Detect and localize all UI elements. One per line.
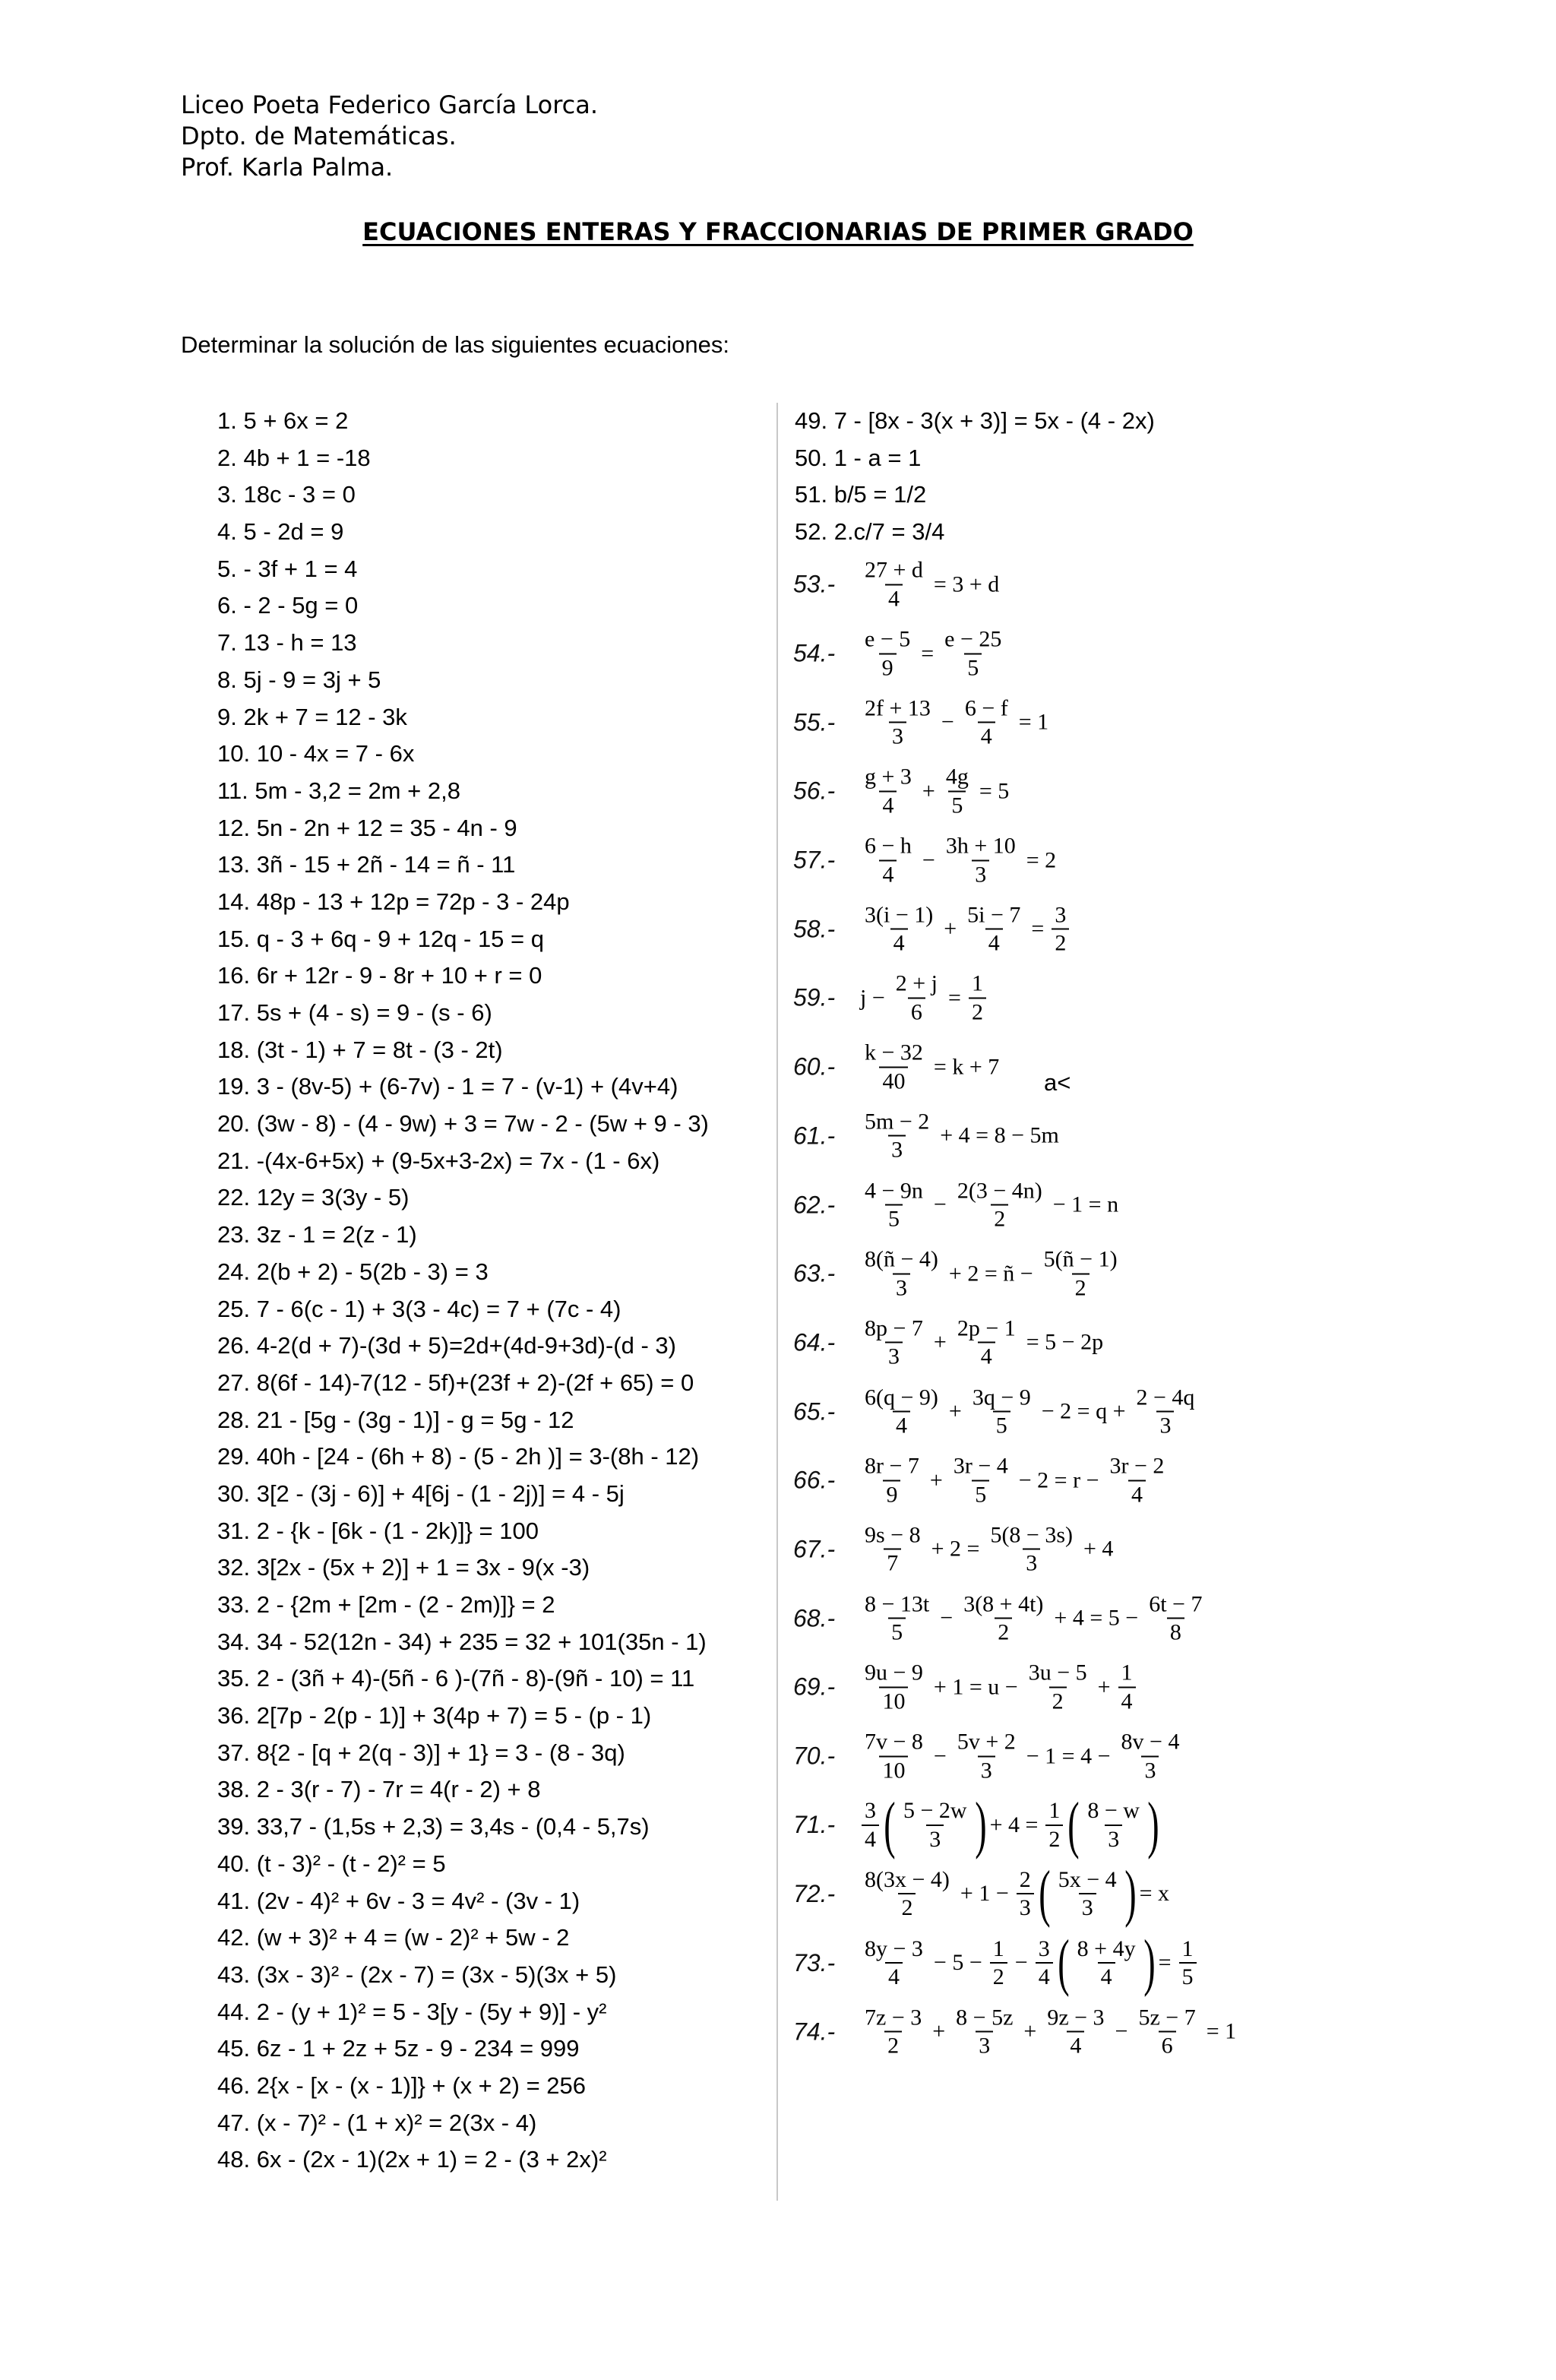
fraction: $\frac{3r - 2}{4}$ [1109,1453,1165,1508]
fraction: $\frac{k - 32}{40}$ [865,1040,923,1094]
equation-item: 32. 3[2x - (5x + 2)] + 1 = 3x - 9(x -3) [217,1554,590,1581]
fraction: $\frac{27 + d}{4}$ [865,557,923,612]
equation-item: 37. 8{2 - [q + 2(q - 3)] + 1} = 3 - (8 - 3q) [217,1739,625,1766]
equation-number: 66.- [793,1466,836,1494]
fraction: $\frac{6 - h}{4}$ [865,833,912,888]
equation-number: 63.- [793,1259,836,1287]
equation-item: 3. 18c - 3 = 0 [217,481,356,508]
fraction: $\frac{8y - 3}{4}$ [865,1935,923,1990]
page-title: ECUACIONES ENTERAS Y FRACCIONARIAS DE PRIMER GRADO [362,217,1194,246]
equation-number: 71.- [793,1811,836,1839]
fraction: $\frac{8p - 7}{3}$ [865,1315,923,1369]
equation-number: 54.- [793,639,836,667]
fraction: $\frac{5(8 - 3s)}{3}$ [990,1522,1074,1576]
equation-item: 54.- $\frac{e - 5}{9}$ = $\frac{e - 25}{5}$ [793,619,1523,688]
fraction: $\frac{1}{2}$ [990,1937,1007,1989]
equation-item: 30. 3[2 - (3j - 6)] + 4[6j - (1 - 2j)] = 4 - 5j [217,1480,625,1507]
equation-item: 42. (w + 3)² + 4 = (w - 2)² + 5w - 2 [217,1924,570,1951]
equation-number: 68.- [793,1604,836,1632]
equation-item: 65.- $\frac{6(q - 9)}{4}$ + $\frac{3q - 9}{5}$ − 2 = q + $\frac{2 - 4q}{3}$ [793,1377,1523,1446]
equation-item: 22. 12y = 3(3y - 5) [217,1184,410,1211]
equation-item: 19. 3 - (8v-5) + (6-7v) - 1 = 7 - (v-1) + (4v+4) [217,1073,678,1100]
equation-item: 53.- $\frac{27 + d}{4}$ = 3 + d [793,557,1000,612]
fraction: $\frac{7z - 3}{2}$ [865,2005,922,2059]
fraction: $\frac{3(i - 1)}{4}$ [865,902,934,956]
fraction: $\frac{5x - 4}{3}$ [1058,1866,1117,1921]
equation-item: 6. - 2 - 5g = 0 [217,592,359,619]
school-name: Liceo Poeta Federico García Lorca. [181,90,599,119]
fraction: $\frac{8 - 13t}{5}$ [865,1591,930,1645]
equation-item: 28. 21 - [5g - (3g - 1)] - g = 5g - 12 [217,1406,574,1433]
fraction: $\frac{9s - 8}{7}$ [865,1522,921,1576]
equation-number: 62.- [793,1191,836,1219]
equation-item: 57.- $\frac{6 - h}{4}$ − $\frac{3h + 10}{3}$ = 2 [793,833,1057,888]
right-paren: ) [1147,1789,1159,1860]
fraction: $\frac{6t - 7}{8}$ [1149,1591,1203,1645]
fraction: $\frac{8 - w}{3}$ [1087,1798,1140,1852]
fraction: $\frac{e - 5}{9}$ [865,626,911,681]
equation-item: 11. 5m - 3,2 = 2m + 2,8 [217,777,460,804]
equation-number: 65.- [793,1397,836,1426]
equation-item: 50. 1 - a = 1 [795,444,922,471]
equation-number: 69.- [793,1673,836,1701]
equation-item: 46. 2{x - [x - (x - 1)]} + (x + 2) = 256 [217,2071,587,2099]
equation-item: 1. 5 + 6x = 2 [217,407,349,434]
equation-item: 69.- $\frac{9u - 9}{10}$ + 1 = u − $\frac{3u - 5}{2}$ + $\frac{1}{4}$ [793,1653,1523,1722]
equation-item: 71.- $\frac{3}{4}$ ( $\frac{5 - 2w}{3}$ ) + 4 = $\frac{1}{2}$ ( $\frac{8 - w}{3}$ ) [793,1789,1159,1860]
fraction: $\frac{g + 3}{4}$ [865,764,912,818]
equation-item: 45. 6z - 1 + 2z + 5z - 9 - 234 = 999 [217,2035,580,2062]
equation-item: 24. 2(b + 2) - 5(2b - 3) = 3 [217,1258,489,1285]
equation-item: 25. 7 - 6(c - 1) + 3(3 - 4c) = 7 + (7c - 4) [217,1295,621,1322]
fraction: $\frac{5v + 2}{3}$ [957,1729,1016,1783]
instructions: Determinar la solución de las siguientes ecuaciones: [181,331,730,358]
equation-item: 29. 40h - [24 - (6h + 8) - (5 - 2h )] = 3-(8h - 12) [217,1443,700,1470]
equation-item: 20. (3w - 8) - (4 - 9w) + 3 = 7w - 2 - (5w + 9 - 3) [217,1110,709,1138]
equation-number: 59.- [793,983,836,1011]
equation-item: 43. (3x - 3)² - (2x - 7) = (3x - 5)(3x + 5) [217,1961,617,1988]
fraction: $\frac{2f + 13}{3}$ [865,695,931,749]
fraction: $\frac{2 - 4q}{3}$ [1136,1385,1195,1438]
fraction: $\frac{8 + 4y}{4}$ [1077,1935,1136,1990]
fraction: $\frac{6(q - 9)}{4}$ [865,1385,938,1438]
fraction: $\frac{2(3 - 4n)}{2}$ [957,1178,1042,1232]
equation-item: 52. 2.c/7 = 3/4 [795,518,945,546]
equation-item: 47. (x - 7)² - (1 + x)² = 2(3x - 4) [217,2109,537,2136]
left-paren: ( [1057,1927,1070,1999]
equation-item: 58.- $\frac{3(i - 1)}{4}$ + $\frac{5i - 7}{4}$ = $\frac{3}{2}$ [793,894,1523,964]
equation-item: 73.- $\frac{8y - 3}{4}$ − 5 − $\frac{1}{2}$ − $\frac{3}{4}$ ( $\frac{8 + 4y}{4}$ ) = $\frac{1}{5}$ [793,1929,1523,1998]
fraction: $\frac{2 + j}{6}$ [895,970,938,1025]
header-block [181,90,598,183]
fraction: $\frac{8r - 7}{9}$ [865,1453,919,1508]
fraction: $\frac{2p - 1}{4}$ [957,1315,1016,1369]
equation-item: 44. 2 - (y + 1)² = 5 - 3[y - (5y + 9)] - y² [217,1998,607,2025]
equation-number: 73.- [793,1948,836,1976]
equation-item: 62.- $\frac{4 - 9n}{5}$ − $\frac{2(3 - 4n)}{2}$ − 1 = n [793,1178,1119,1232]
department: Dpto. de Matemáticas. [181,122,457,150]
fraction: $\frac{3(8 + 4t)}{2}$ [963,1591,1044,1645]
fraction: $\frac{3u - 5}{2}$ [1028,1660,1087,1714]
equation-item: 61.- $\frac{5m - 2}{3}$ + 4 = 8 − 5m [793,1109,1059,1163]
right-equation-list [795,403,1524,551]
equation-item: 18. (3t - 1) + 7 = 8t - (3 - 2t) [217,1036,503,1063]
equation-number: 55.- [793,708,836,736]
fraction: $\frac{3}{4}$ [1036,1937,1053,1989]
equation-item: 27. 8(6f - 14)-7(12 - 5f)+(23f + 2)-(2f + 65) = 0 [217,1369,694,1396]
fraction: $\frac{8(3x - 4)}{2}$ [865,1866,950,1921]
fraction: $\frac{1}{2}$ [1045,1799,1063,1851]
equation-item: 68.- $\frac{8 - 13t}{5}$ − $\frac{3(8 + 4t)}{2}$ + 4 = 5 − $\frac{6t - 7}{8}$ [793,1584,1523,1653]
equation-item: 14. 48p - 13 + 12p = 72p - 3 - 24p [217,888,570,915]
equation-item: 64.- $\frac{8p - 7}{3}$ + $\frac{2p - 1}{4}$ = 5 − 2p [793,1315,1104,1369]
equation-number: 56.- [793,777,836,805]
equation-item: 49. 7 - [8x - 3(x + 3)] = 5x - (4 - 2x) [795,407,1155,434]
equation-item: 66.- $\frac{8r - 7}{9}$ + $\frac{3r - 4}{5}$ − 2 = r − $\frac{3r - 2}{4}$ [793,1446,1523,1515]
equation-item: 9. 2k + 7 = 12 - 3k [217,703,407,730]
equation-item: 2. 4b + 1 = -18 [217,444,371,471]
fraction: $\frac{5m - 2}{3}$ [865,1109,930,1163]
equation-item: 4. 5 - 2d = 9 [217,518,344,546]
equation-item: 12. 5n - 2n + 12 = 35 - 4n - 9 [217,814,517,841]
equation-item: 70.- $\frac{7v - 8}{10}$ − $\frac{5v + 2}{3}$ − 1 = 4 − $\frac{8v - 4}{3}$ [793,1722,1523,1791]
equation-item: 23. 3z - 1 = 2(z - 1) [217,1221,417,1249]
fraction: $\frac{6 - f}{4}$ [964,695,1008,749]
equation-item: 63.- $\frac{8(ñ - 4)}{3}$ + 2 = ñ − $\frac{5(ñ - 1)}{2}$ [793,1239,1523,1309]
equation-number: 70.- [793,1742,836,1770]
equation-number: 67.- [793,1535,836,1563]
equation-number: 74.- [793,2018,836,2046]
equation-item: 13. 3ñ - 15 + 2ñ - 14 = ñ - 11 [217,851,516,878]
equation-item: 72.- $\frac{8(3x - 4)}{2}$ + 1 − $\frac{2}{3}$ ( $\frac{5x - 4}{3}$ ) = x [793,1858,1170,1929]
fraction: $\frac{8v - 4}{3}$ [1121,1729,1180,1783]
fraction: $\frac{2}{3}$ [1017,1868,1034,1920]
equation-item: 15. q - 3 + 6q - 9 + 12q - 15 = q [217,925,544,952]
equation-item: 10. 10 - 4x = 7 - 6x [217,740,415,767]
equation-number: 61.- [793,1122,836,1150]
teacher-name: Prof. Karla Palma. [181,153,394,182]
equation-item: 16. 6r + 12r - 9 - 8r + 10 + r = 0 [217,962,542,989]
fraction: $\frac{1}{5}$ [1179,1937,1197,1989]
equation-item: 39. 33,7 - (1,5s + 2,3) = 3,4s - (0,4 - 5,7s) [217,1813,650,1840]
equation-item: 8. 5j - 9 = 3j + 5 [217,666,381,693]
equation-number: 72.- [793,1879,836,1907]
fraction: $\frac{7v - 8}{10}$ [865,1729,923,1783]
right-paren: ) [1143,1927,1156,1999]
fraction-equation-list [793,550,1523,2066]
equation-item: 34. 34 - 52(12n - 34) + 235 = 32 + 101(35n - 1) [217,1628,707,1655]
fraction: $\frac{5z - 7}{6}$ [1138,2005,1196,2059]
equation-item: 36. 2[7p - 2(p - 1)] + 3(4p + 7) = 5 - (p - 1) [217,1702,652,1730]
right-paren: ) [1124,1858,1137,1929]
equation-item: 7. 13 - h = 13 [217,629,357,657]
fraction: $\frac{3h + 10}{3}$ [945,833,1016,888]
equation-item: 59.- j − $\frac{2 + j}{6}$ = $\frac{1}{2}$ [793,964,1523,1033]
equation-item: 21. -(4x-6+5x) + (9-5x+3-2x) = 7x - (1 - 6x) [217,1147,660,1174]
fraction: $\frac{9u - 9}{10}$ [865,1660,923,1714]
equation-item: 67.- $\frac{9s - 8}{7}$ + 2 = $\frac{5(8 - 3s)}{3}$ + 4 [793,1522,1114,1576]
fraction: $\frac{9z - 3}{4}$ [1047,2005,1105,2059]
equation-item: 40. (t - 3)² - (t - 2)² = 5 [217,1850,446,1877]
equation-item: 51. b/5 = 1/2 [795,481,927,508]
equation-item: 31. 2 - {k - [6k - (1 - 2k)]} = 100 [217,1517,539,1544]
equation-item: 17. 5s + (4 - s) = 9 - (s - 6) [217,999,492,1026]
left-paren: ( [1039,1858,1051,1929]
fraction: $\frac{3q - 9}{5}$ [972,1385,1031,1438]
fraction: $\frac{e - 25}{5}$ [944,626,1002,681]
fraction: $\frac{3r - 4}{5}$ [953,1453,1008,1508]
equation-number: 58.- [793,915,836,943]
equation-item: 26. 4-2(d + 7)-(3d + 5)=2d+(4d-9+3d)-(d - 3) [217,1332,676,1359]
equation-item: 55.- $\frac{2f + 13}{3}$ − $\frac{6 - f}{4}$ = 1 [793,695,1049,749]
fraction: $\frac{4 - 9n}{5}$ [865,1178,923,1232]
equation-number: 53.- [793,570,836,598]
left-equation-list [217,403,764,2179]
fraction: $\frac{1}{2}$ [969,972,986,1024]
equation-item: 48. 6x - (2x - 1)(2x + 1) = 2 - (3 + 2x)² [217,2146,607,2173]
fraction: $\frac{8 - 5z}{3}$ [956,2005,1014,2059]
equation-item: 38. 2 - 3(r - 7) - 7r = 4(r - 2) + 8 [217,1776,541,1803]
fraction: $\frac{1}{4}$ [1118,1661,1136,1714]
fraction: $\frac{3}{4}$ [862,1799,879,1851]
left-paren: ( [884,1789,896,1860]
fraction: $\frac{5(ñ - 1)}{2}$ [1043,1246,1118,1301]
fraction: $\frac{4g}{5}$ [945,764,969,818]
equation-number: 64.- [793,1328,836,1356]
equation-item: 41. (2v - 4)² + 6v - 3 = 4v² - (3v - 1) [217,1887,580,1914]
equation-item: 60.- $\frac{k - 32}{40}$ = k + 7 [793,1040,1000,1094]
fraction: $\frac{8(ñ - 4)}{3}$ [865,1246,938,1301]
fraction: $\frac{5i - 7}{4}$ [967,902,1021,956]
right-paren: ) [974,1789,987,1860]
equation-number: 57.- [793,846,836,874]
equation-item: 5. - 3f + 1 = 4 [217,555,358,582]
equation-item: 33. 2 - {2m + [2m - (2 - 2m)]} = 2 [217,1591,555,1618]
fraction: $\frac{3}{2}$ [1052,903,1069,955]
equation-item: 35. 2 - (3ñ + 4)-(5ñ - 6 )-(7ñ - 8)-(9ñ - 10) = 11 [217,1665,695,1692]
fraction: $\frac{5 - 2w}{3}$ [903,1798,967,1852]
stray-text: a< [1044,1069,1071,1096]
equation-item: 74.- $\frac{7z - 3}{2}$ + $\frac{8 - 5z}{3}$ + $\frac{9z - 3}{4}$ − $\frac{5z - 7}{6}$ = 1 [793,2005,1237,2059]
equation-item: 56.- $\frac{g + 3}{4}$ + $\frac{4g}{5}$ = 5 [793,764,1010,818]
left-paren: ( [1067,1789,1080,1860]
column-divider [776,403,778,2201]
equation-number: 60.- [793,1052,836,1081]
